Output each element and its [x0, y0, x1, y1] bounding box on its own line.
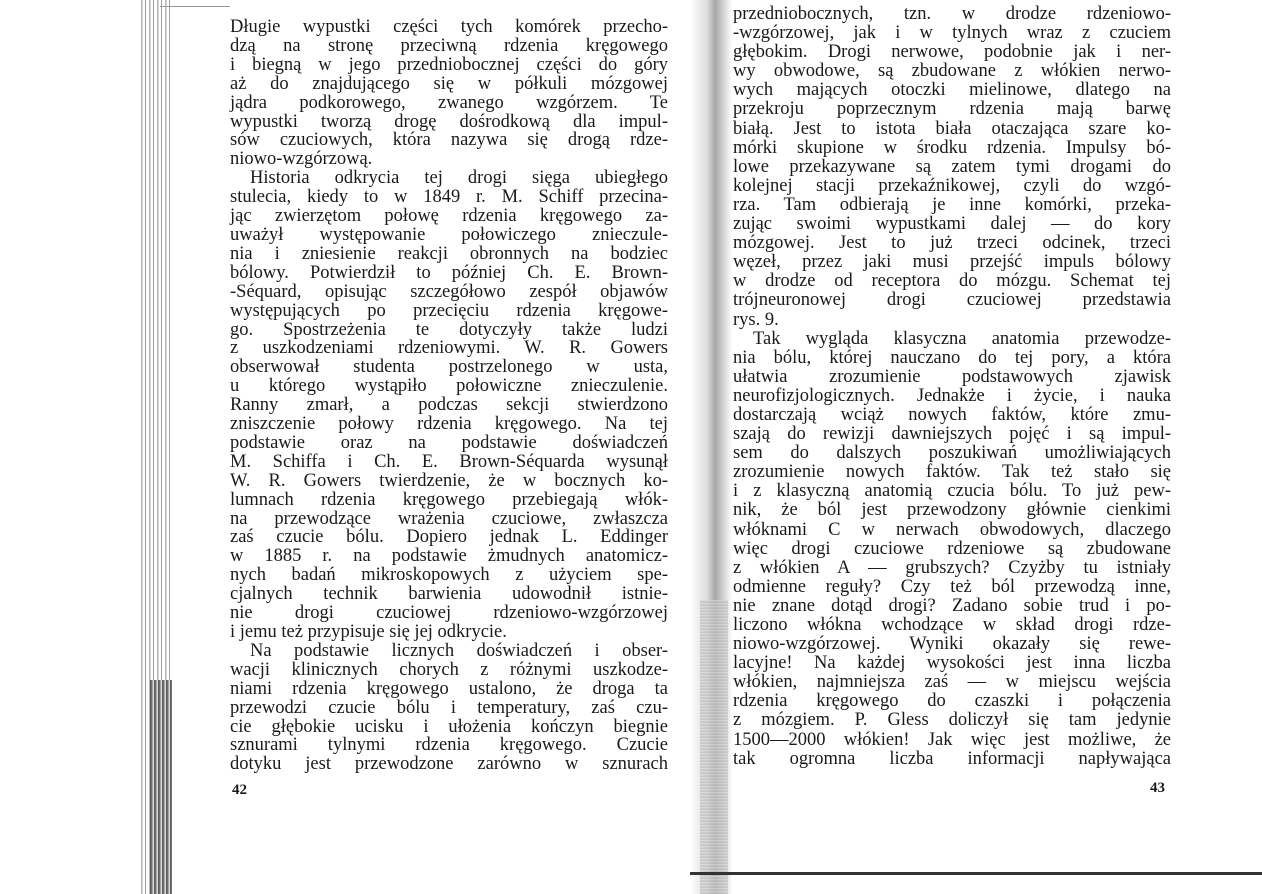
- text-line: nych badań mikroskopowych z użyciem spe-: [230, 565, 668, 586]
- text-line: na przewodzące wrażenia czuciowe, zwłaszcza: [230, 508, 668, 529]
- text-line: cie głębokie ucisku i ułożenia kończyn biegnie: [230, 716, 668, 737]
- text-line: z uszkodzeniami rdzeniowymi. W. R. Gowers: [230, 338, 668, 359]
- text-line: neurofizjologicznych. Jednakże i życie, i nauka: [733, 385, 1171, 406]
- text-line: nie znane dotąd drogi? Zadano sobie trud i po-: [733, 595, 1171, 616]
- text-line: wy obwodowe, są zbudowane z włókien nerwo-: [733, 61, 1171, 82]
- text-line: w drodze od receptora do mózgu. Schemat tej: [733, 271, 1171, 292]
- text-line: zaś czucie bólu. Dopiero jednak L. Eddinger: [230, 527, 668, 548]
- text-line: mórki skupione w środku rdzenia. Impulsy bó-: [733, 137, 1171, 158]
- text-line: nik, że ból jest przewodzony głównie cienkimi: [733, 500, 1171, 521]
- text-line: podstawie oraz na podstawie doświadczeń: [230, 432, 668, 453]
- text-line: głębokim. Drogi nerwowe, podobnie jak i ner-: [733, 42, 1171, 63]
- text-line: Długie wypustki części tych komórek przecho-: [230, 17, 668, 37]
- text-line: przewodzi czucie bólu i temperatury, zaś czu-: [230, 697, 668, 718]
- text-line: -wzgórzowej, jak i w tylnych wraz z czuciem: [733, 23, 1171, 44]
- text-line: występujących po przecięciu rdzenia kręgowe-: [230, 300, 668, 321]
- text-line: Historia odkrycia tej drogi sięga ubiegłego: [250, 168, 668, 189]
- text-line: tak ogromna liczba informacji napływająca: [733, 748, 1171, 769]
- text-line: lacyjne! Na każdej wysokości jest inna liczba: [733, 653, 1171, 674]
- text-line: liczono włókna wchodzące w skład drogi rdze-: [733, 615, 1171, 635]
- text-line: niowo-wzgórzową.: [230, 149, 373, 170]
- text-line: Tak wygląda klasyczna anatomia przewodze-: [753, 328, 1171, 349]
- text-line: niami rdzenia kręgowego ustalono, że droga ta: [230, 678, 668, 699]
- text-line: -Séquard, opisując szczegółowo zespół objawów: [230, 281, 668, 302]
- text-line: go. Spostrzeżenia te dotyczyły także ludzi: [230, 319, 668, 340]
- text-line: zniszczenie połowy rdzenia kręgowego. Na tej: [230, 414, 668, 435]
- text-line: jąc zwierzętom połowę rdzenia kręgowego za-: [230, 206, 668, 227]
- text-line: sów czuciowych, która nazywa się drogą rdze-: [230, 130, 668, 151]
- book-gutter-speckle: [700, 600, 728, 894]
- text-line: Na podstawie licznych doświadczeń i obser-: [250, 640, 668, 661]
- text-line: dostarczają wciąż nowych faktów, które zmu-: [733, 404, 1171, 425]
- text-line: mózgowej. Jest to już trzeci odcinek, trzeci: [733, 233, 1171, 254]
- text-line: M. Schiffa i Ch. E. Brown-Séquarda wysunął: [230, 451, 668, 472]
- text-line: włókien, najmniejsza zaś — w miejscu wejścia: [733, 672, 1171, 693]
- text-line: nia bólu, której nauczano do tej pory, a która: [733, 347, 1171, 368]
- text-line: u którego wystąpiło połowiczne znieczulenie.: [230, 376, 668, 397]
- text-line: bólowy. Potwierdził to później Ch. E. Brown-: [230, 262, 668, 283]
- text-line: ułatwia zrozumienie podstawowych zjawisk: [733, 366, 1171, 387]
- text-line: Ranny zmarł, a podczas sekcji stwierdzono: [230, 395, 668, 416]
- text-line: W. R. Gowers twierdzenie, że w bocznych ko-: [230, 470, 668, 491]
- right-page-number: 43: [1150, 780, 1165, 796]
- text-line: aż do znajdującego się w półkuli mózgowej: [230, 73, 668, 94]
- book-edge-shadow: [150, 680, 172, 894]
- text-line: i z klasyczną anatomią czucia bólu. To już pew-: [733, 481, 1171, 502]
- text-line: szają do rewizji dawniejszych pojęć i są impul-: [733, 424, 1171, 445]
- text-line: lowe przekazywane są zatem tymi drogami do: [733, 156, 1171, 177]
- text-line: kolejnej stacji przekaźnikowej, czyli do wzgó-: [733, 175, 1171, 196]
- text-line: stulecia, kiedy to w 1849 r. M. Schiff przecina-: [230, 187, 668, 208]
- text-line: węzeł, przez jaki musi przejść impuls bólowy: [733, 252, 1171, 273]
- text-line: jądra podkorowego, zwanego wzgórzem. Te: [230, 92, 668, 113]
- text-line: białą. Jest to istota biała otaczająca szare ko-: [733, 118, 1171, 139]
- text-line: rdzenia kręgowego do czaszki i połączenia: [733, 691, 1171, 712]
- text-line: dzą na stronę przeciwną rdzenia kręgowego: [230, 35, 668, 56]
- text-line: odmienne reguły? Czy też ból przewodzą inne,: [733, 576, 1171, 597]
- text-line: trójneuronowej drogi czuciowej przedstawia: [733, 290, 1171, 311]
- text-line: 1500—2000 włókien! Jak więc jest możliwe, że: [733, 729, 1171, 750]
- scan-edge-line: [160, 6, 230, 7]
- left-page-text: [230, 18, 668, 774]
- text-line: cjalnych technik barwienia udowodnił istnie-: [230, 584, 668, 605]
- text-line: sem do dalszych poszukiwań umożliwiających: [733, 443, 1171, 464]
- text-line: uważył występowanie połowiczego znieczule-: [230, 224, 668, 245]
- text-line: obserwował studenta postrzelonego w usta,: [230, 357, 668, 378]
- text-line: nia i zniesienie reakcji obronnych na bodziec: [230, 243, 668, 264]
- text-line: z mózgiem. P. Gless doliczył się tam jedynie: [733, 710, 1171, 731]
- text-line: i biegną w jego przedniobocznej części do góry: [230, 54, 668, 75]
- text-line: w 1885 r. na podstawie żmudnych anatomicz-: [230, 546, 668, 567]
- text-line: zując swoimi wypustkami dalej — do kory: [733, 214, 1171, 235]
- text-line: dotyku jest przewodzone zarówno w sznurach: [230, 754, 668, 775]
- text-line: włóknami C w nerwach obwodowych, dlaczego: [733, 519, 1171, 540]
- text-line: rza. Tam odbierają je inne komórki, przeka-: [733, 194, 1171, 215]
- text-line: rys. 9.: [733, 309, 779, 330]
- right-page-text: [733, 5, 1171, 769]
- text-line: nie drogi czuciowej rdzeniowo-wzgórzowej: [230, 603, 668, 624]
- text-line: i jemu też przypisuje się jej odkrycie.: [230, 622, 507, 642]
- text-line: przekroju poprzecznym rdzenia mają barwę: [733, 99, 1171, 120]
- text-line: przedniobocznych, tzn. w drodze rdzeniowo-: [733, 4, 1171, 24]
- text-line: zrozumienie nowych faktów. Tak też stało się: [733, 462, 1171, 483]
- text-line: wych mających otoczki mielinowe, dlatego na: [733, 80, 1171, 101]
- text-line: więc drogi czuciowe rdzeniowe są zbudowane: [733, 538, 1171, 559]
- scan-bottom-edge: [690, 872, 1262, 875]
- text-line: z włókien A — grubszych? Czyżby tu istniały: [733, 557, 1171, 578]
- text-line: niowo-wzgórzowej. Wyniki okazały się rewe-: [733, 634, 1171, 655]
- text-line: sznurami tylnymi rdzenia kręgowego. Czucie: [230, 735, 668, 756]
- left-page-number: 42: [232, 782, 247, 798]
- text-line: wypustki tworzą drogę dośrodkową dla impul-: [230, 111, 668, 132]
- text-line: lumnach rdzenia kręgowego przebiegają włók-: [230, 489, 668, 510]
- text-line: wacji klinicznych chorych z różnymi uszkodze-: [230, 659, 668, 680]
